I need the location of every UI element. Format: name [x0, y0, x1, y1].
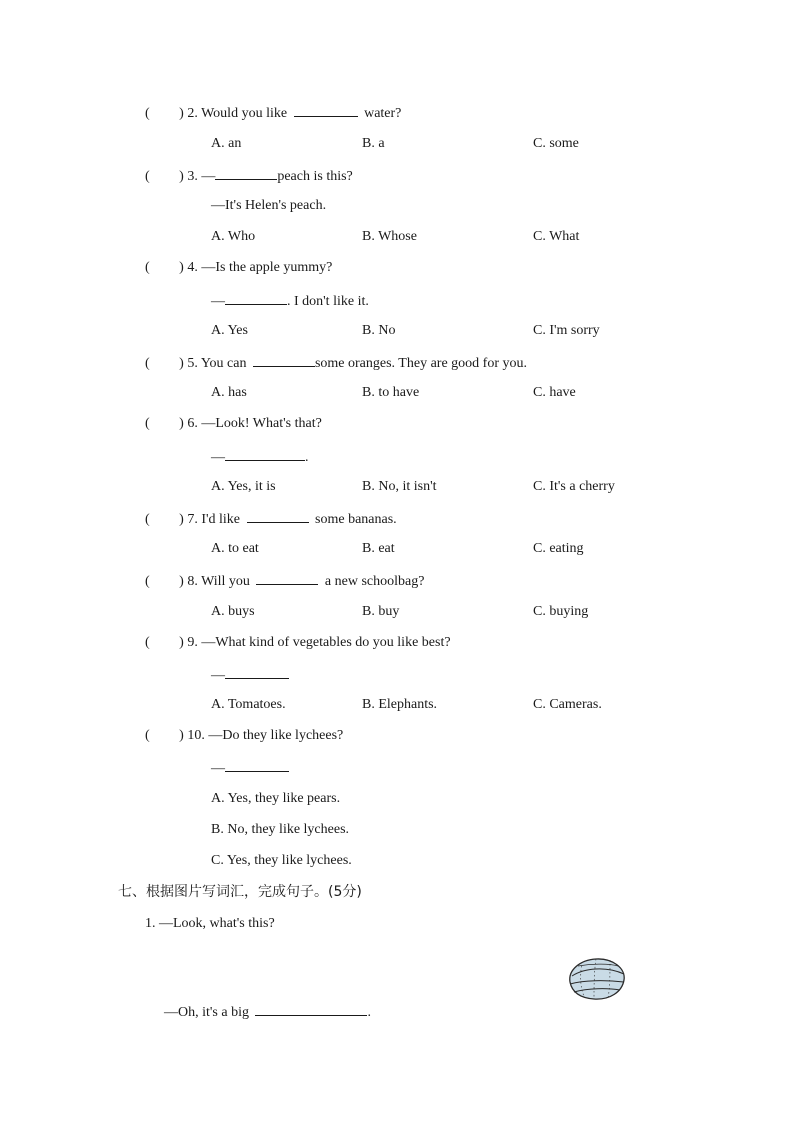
option-a: A. Yes, it is — [211, 479, 276, 494]
question-stem: —What kind of vegetables do you like best? — [201, 635, 451, 650]
option-b: B. No, it isn't — [362, 479, 437, 494]
option-a: A. buys — [211, 604, 255, 619]
question-3-reply: —It's Helen's peach. — [211, 198, 327, 213]
question-number: 8. — [187, 574, 198, 589]
question-9 — [145, 634, 451, 652]
option-b: B. eat — [362, 541, 395, 556]
question-number: 10. — [187, 728, 205, 743]
question-10 — [145, 727, 343, 745]
answer-paren-right: ) — [179, 260, 184, 275]
question-stem-end: some oranges. They are good for you. — [314, 356, 527, 371]
answer-paren-left: ( — [145, 512, 150, 527]
question-8 — [145, 571, 424, 589]
option-c: C. buying — [533, 604, 589, 619]
option-b: B. Whose — [362, 229, 417, 244]
answer-paren-left: ( — [145, 416, 150, 431]
option-c: C. eating — [533, 541, 584, 556]
answer-blank[interactable] — [256, 571, 318, 585]
reply-dash: — — [211, 450, 225, 465]
option-a: A. Who — [211, 229, 256, 244]
answer-paren-left: ( — [145, 728, 150, 743]
question-7 — [145, 509, 397, 527]
question-10-reply — [211, 758, 289, 776]
question-3 — [145, 166, 353, 184]
option-b: B. buy — [362, 604, 400, 619]
option-b: B. to have — [362, 385, 420, 400]
option-a: A. an — [211, 136, 242, 151]
question-6 — [145, 415, 322, 433]
answer-prefix: —Oh, it's a big — [164, 1005, 249, 1020]
question-4 — [145, 259, 332, 277]
option-c: C. Cameras. — [533, 697, 602, 712]
answer-paren-right: ) — [179, 574, 184, 589]
question-9-reply — [211, 665, 289, 683]
option-a: A. Yes, they like pears. — [211, 791, 341, 806]
starfruit-icon — [566, 954, 628, 1004]
option-c: C. I'm sorry — [533, 323, 600, 338]
answer-paren-left: ( — [145, 260, 150, 275]
option-c: C. have — [533, 385, 576, 400]
reply-dash: — — [211, 761, 225, 776]
question-stem: I'd like — [201, 512, 241, 527]
question-stem: — — [201, 169, 216, 184]
question-number: 6. — [187, 416, 198, 431]
question-number: 3. — [187, 169, 198, 184]
question-number: 5. — [187, 356, 198, 371]
question-stem: —Do they like lychees? — [208, 728, 344, 743]
section-7-q1-prompt: 1. —Look, what's this? — [145, 916, 275, 931]
answer-paren-right: ) — [179, 512, 184, 527]
answer-blank[interactable] — [294, 103, 358, 117]
question-number: 7. — [187, 512, 198, 527]
answer-paren-left: ( — [145, 169, 150, 184]
answer-blank[interactable] — [215, 166, 277, 180]
option-b: B. Elephants. — [362, 697, 438, 712]
reply-text: . I don't like it. — [287, 294, 369, 309]
question-stem: Will you — [201, 574, 250, 589]
answer-blank[interactable] — [225, 758, 289, 772]
question-4-reply — [211, 291, 369, 309]
option-b: B. a — [362, 136, 385, 151]
option-c: C. some — [533, 136, 579, 151]
option-a: A. Tomatoes. — [211, 697, 286, 712]
answer-paren-left: ( — [145, 356, 150, 371]
answer-suffix: . — [367, 1005, 371, 1020]
option-a: A. has — [211, 385, 247, 400]
answer-blank[interactable] — [225, 447, 305, 461]
question-stem: —Is the apple yummy? — [201, 260, 333, 275]
question-2 — [145, 103, 401, 121]
question-6-reply — [211, 447, 309, 465]
question-stem-end: a new schoolbag? — [324, 574, 425, 589]
question-stem-end: some bananas. — [315, 512, 397, 527]
answer-blank[interactable] — [255, 1002, 367, 1016]
question-stem-end: peach is this? — [277, 169, 353, 184]
question-stem-end: water? — [364, 106, 402, 121]
answer-paren-left: ( — [145, 635, 150, 650]
option-a: A. to eat — [211, 541, 259, 556]
option-c: C. It's a cherry — [533, 479, 615, 494]
question-stem: Would you like — [201, 106, 288, 121]
question-stem: —Look! What's that? — [201, 416, 322, 431]
answer-paren-right: ) — [179, 169, 184, 184]
question-number: 2. — [187, 106, 198, 121]
answer-paren-right: ) — [179, 106, 184, 121]
answer-paren-right: ) — [179, 728, 184, 743]
option-b: B. No, they like lychees. — [211, 822, 350, 837]
option-a: A. Yes — [211, 323, 248, 338]
answer-paren-right: ) — [179, 356, 184, 371]
answer-blank[interactable] — [247, 509, 309, 523]
reply-text: . — [305, 450, 309, 465]
answer-paren-left: ( — [145, 574, 150, 589]
answer-blank[interactable] — [225, 291, 287, 305]
question-number: 9. — [187, 635, 198, 650]
option-b: B. No — [362, 323, 396, 338]
section-7-title: 七、根据图片写词汇，完成句子。(5分) — [118, 884, 362, 900]
reply-dash: — — [211, 294, 225, 309]
answer-paren-left: ( — [145, 106, 150, 121]
option-c: C. Yes, they like lychees. — [211, 853, 352, 868]
question-5 — [145, 353, 527, 371]
answer-blank[interactable] — [225, 665, 289, 679]
question-stem: You can — [200, 356, 247, 371]
question-number: 4. — [187, 260, 198, 275]
answer-paren-right: ) — [179, 416, 184, 431]
option-c: C. What — [533, 229, 580, 244]
answer-blank[interactable] — [253, 353, 315, 367]
answer-paren-right: ) — [179, 635, 184, 650]
reply-dash: — — [211, 668, 225, 683]
section-7-q1-answer — [164, 1002, 371, 1020]
